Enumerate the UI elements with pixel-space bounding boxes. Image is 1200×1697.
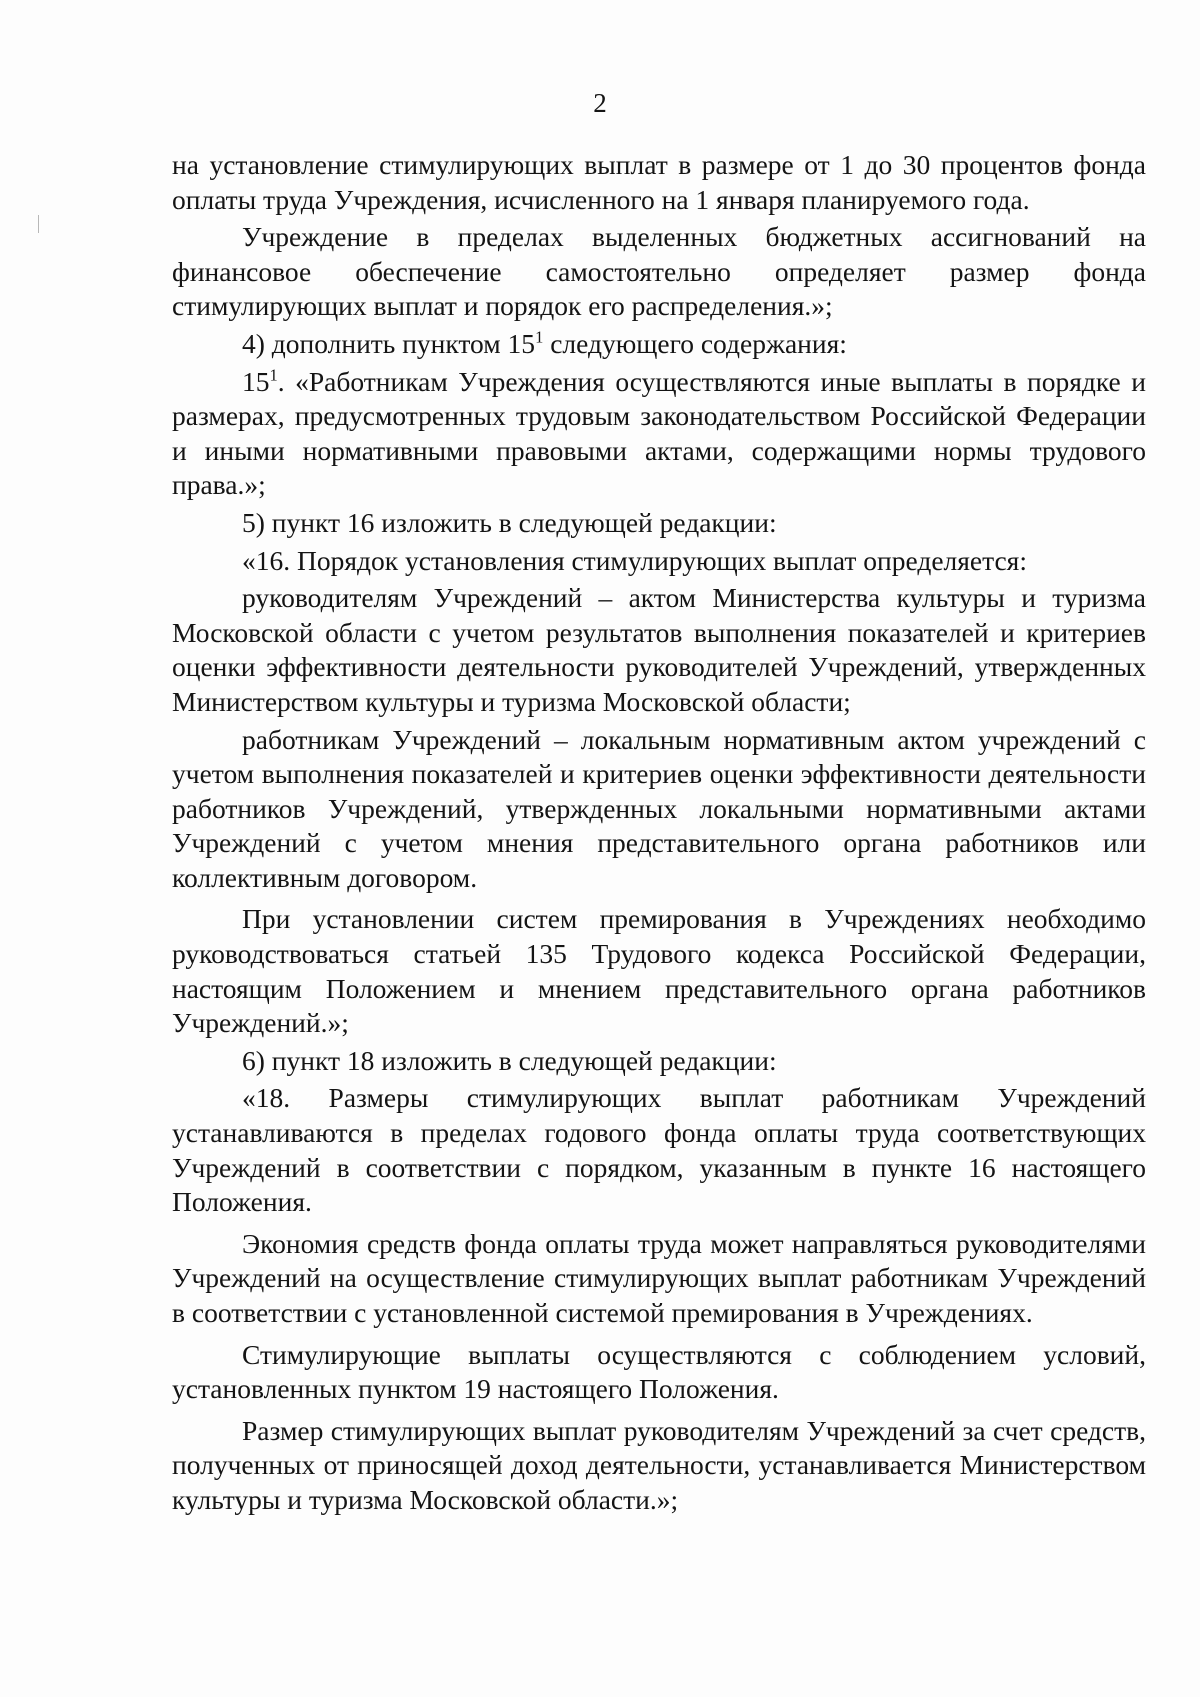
amendment-4-text-end: следующего содержания: <box>543 327 847 359</box>
paragraph-heads-of-institutions: руководителям Учреждений – актом Министерства культуры и туризма Московской области с учетом результатов выполнения показателей и критериев оценки эффективности деятельности руководителей Учреждений, утвержденных Министерством культуры и туризма Московской области; <box>172 582 1146 717</box>
scan-artifact <box>38 215 39 233</box>
superscript-index: 1 <box>535 327 544 347</box>
paragraph-clause-18: «18. Размеры стимулирующих выплат работникам Учреждений устанавливаются в пределах годового фонда оплаты труда соответствующих Учреждений в соответствии с порядком, указанным в пункте 16 настоящего Положения. <box>172 1082 1146 1218</box>
paragraph-fund-distribution: Учреждение в пределах выделенных бюджетных ассигнований на финансовое обеспечение самостоятельно определяет размер фонда стимулирующих выплат и порядок его распределения.»; <box>172 221 1146 322</box>
paragraph-employees: работникам Учреждений – локальным нормативным актом учреждений с учетом выполнения показателей и критериев оценки эффективности деятельности работников Учреждений, утвержденных локальными нормативными актами Учреждений с учетом мнения представительного органа работников или коллективным договором. <box>172 723 1146 893</box>
clause-15-1-number: 15 <box>242 365 270 397</box>
paragraph-payroll-savings: Экономия средств фонда оплаты труда может направляться руководителями Учреждений на осуществление стимулирующих выплат работникам Учреждений в соответствии с установленной системой премирования в Учреждениях. <box>172 1227 1146 1328</box>
paragraph-income-activity: Размер стимулирующих выплат руководителям Учреждений за счет средств, полученных от приносящей доход деятельности, устанавливается Министерством культуры и туризма Московской области.»; <box>172 1414 1146 1515</box>
paragraph-clause-16: «16. Порядок установления стимулирующих выплат определяется: <box>242 544 1027 576</box>
document-body <box>172 148 1146 1518</box>
superscript-index: 1 <box>269 364 278 384</box>
paragraph-bonus-systems: При установлении систем премирования в Учреждениях необходимо руководствоваться статьей 135 Трудового кодекса Российской Федерации, настоящим Положением и мнением представительного органа работников Учреждений.»; <box>172 903 1146 1039</box>
amendment-4-text: 4) дополнить пунктом 15 <box>242 327 536 359</box>
paragraph-amendment-4 <box>172 327 1146 362</box>
paragraph-clause-15-1 <box>172 365 1146 503</box>
paragraph-payment-conditions: Стимулирующие выплаты осуществляются с соблюдением условий, установленных пунктом 19 настоящего Положения. <box>172 1338 1146 1405</box>
clause-15-1-text: . «Работникам Учреждения осуществляются иные выплаты в порядке и размерах, предусмотренных трудовым законодательством Российской Федерации и иными нормативными правовыми актами, содержащими нормы трудового права.»; <box>172 365 1146 501</box>
paragraph-amendment-6: 6) пункт 18 изложить в следующей редакции: <box>242 1044 777 1076</box>
paragraph-amendment-5: 5) пункт 16 изложить в следующей редакции: <box>242 506 777 538</box>
paragraph-continuation: на установление стимулирующих выплат в размере от 1 до 30 процентов фонда оплаты труда Учреждения, исчисленного на 1 января планируемого года. <box>172 149 1146 215</box>
page-number: 2 <box>593 88 607 118</box>
